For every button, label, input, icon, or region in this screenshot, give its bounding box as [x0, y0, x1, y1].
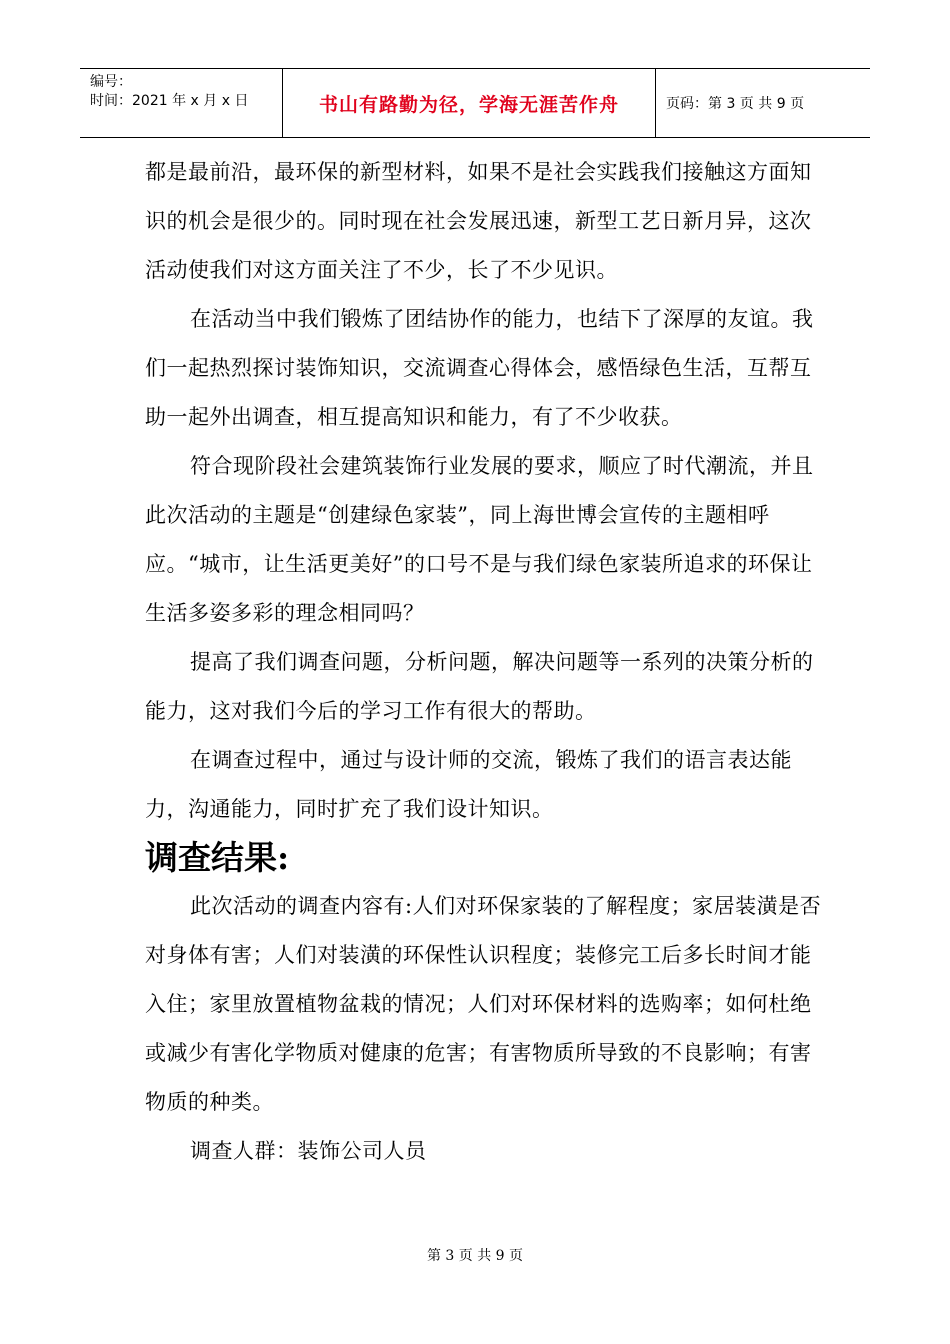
header-page-cell [656, 69, 870, 137]
document-date-label: 时间：2021 年 x 月 x 日 [90, 93, 249, 109]
document-number-label: 编号： [90, 74, 132, 90]
paragraph: 调查人群：装饰公司人员 [190, 1139, 427, 1163]
section-heading: 调查结果: [145, 838, 290, 877]
header-motto: 书山有路勤为径，学海无涯苦作舟 [318, 93, 619, 116]
document-body [145, 148, 825, 1176]
paragraph: 提高了我们调查问题，分析问题，解决问题等一系列的决策分析的能力，这对我们今后的学习工作有很大的帮助。 [145, 650, 814, 723]
paragraph: 在调查过程中，通过与设计师的交流，锻炼了我们的语言表达能力，沟通能力，同时扩充了我们设计知识。 [145, 748, 792, 821]
paragraph: 在活动当中我们锻炼了团结协作的能力，也结下了深厚的友谊。我们一起热烈探讨装饰知识，交流调查心得体会，感悟绿色生活，互帮互助一起外出调查，相互提高知识和能力，有了不少收获。 [145, 307, 814, 429]
header-meta-cell [80, 69, 282, 137]
page-footer: 第 3 页 共 9 页 [426, 1248, 524, 1264]
header-table [80, 68, 870, 138]
header-motto-cell [282, 69, 656, 137]
header-page-info: 页码：第 3 页 共 9 页 [666, 96, 805, 112]
paragraph: 符合现阶段社会建筑装饰行业发展的要求，顺应了时代潮流，并且此次活动的主题是“创建绿色家装”，同上海世博会宣传的主题相呼应。“城市，让生活更美好”的口号不是与我们绿色家装所追求的环保让生活多姿多彩的理念相同吗？ [145, 454, 814, 625]
paragraph: 都是最前沿，最环保的新型材料，如果不是社会实践我们接触这方面知识的机会是很少的。同时现在社会发展迅速，新型工艺日新月异，这次活动使我们对这方面关注了不少，长了不少见识。 [145, 160, 812, 282]
paragraph: 此次活动的调查内容有:人们对环保家装的了解程度；家居装潢是否对身体有害；人们对装潢的环保性认识程度；装修完工后多长时间才能入住；家里放置植物盆栽的情况；人们对环保材料的选购率；如何杜绝或减少有害化学物质对健康的危害；有害物质所导致的不良影响；有害物质的种类。 [145, 894, 822, 1114]
